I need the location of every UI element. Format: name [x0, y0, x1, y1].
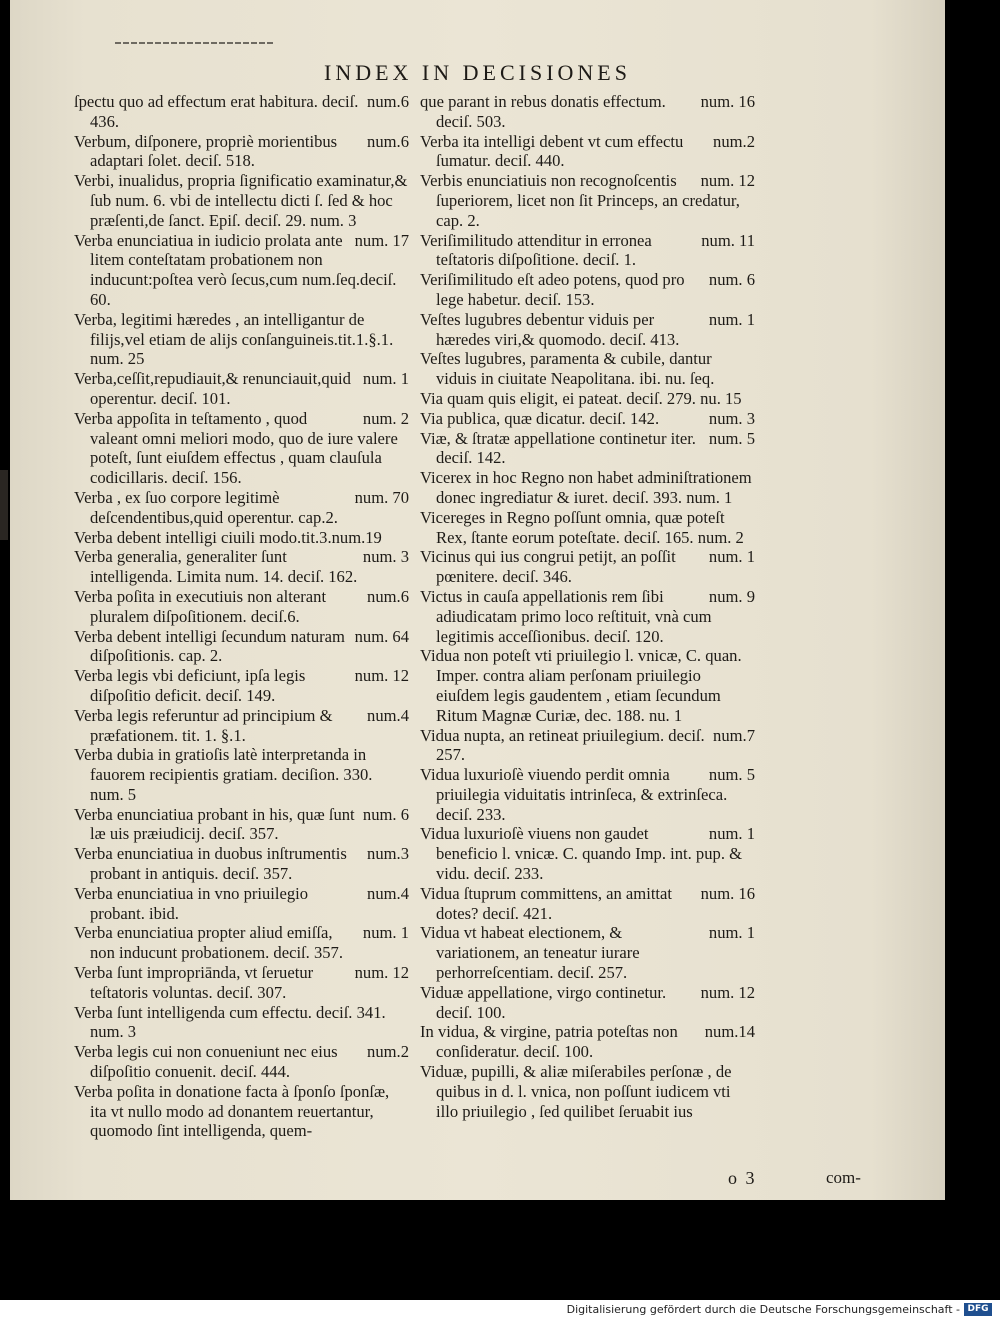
- entry-text: Verba enunciatiua propter aliud emiſſa, non inducunt probationem. deciſ. 357.: [74, 923, 344, 963]
- index-entry: [420, 468, 755, 508]
- entry-text: Via publica, quæ dicatur. deciſ. 142.: [420, 408, 660, 428]
- index-entry: [74, 706, 409, 746]
- entry-reference-number: num.4: [367, 705, 409, 725]
- index-entry: [420, 824, 755, 883]
- entry-text: Veriſimilitudo eſt adeo potens, quod pro lege habetur. deciſ. 153.: [420, 270, 685, 309]
- entry-text: Verba legis cui non conueniunt nec eius diſpoſitio conuenit. deciſ. 444.: [74, 1042, 338, 1082]
- entry-text: que parant in rebus donatis effectum. deciſ. 503.: [420, 92, 666, 131]
- index-entry: [420, 587, 755, 646]
- entry-text: Verba poſita in executiuis non alterant pluralem diſpoſitionem. deciſ.6.: [74, 586, 327, 626]
- index-entry: [74, 528, 409, 548]
- entry-reference-number: num.6: [367, 131, 409, 151]
- index-entry: [420, 310, 755, 350]
- index-entry: [74, 488, 409, 528]
- entry-reference-number: num. 5: [708, 428, 755, 448]
- index-entry: [74, 369, 409, 409]
- entry-reference-number: num. 12: [700, 171, 755, 191]
- entry-reference-number: num. 1: [362, 923, 409, 943]
- entry-text: Verba appoſita in teſtamento , quod valeant omni meliori modo, quo de iure valere poteſt, ſunt eiuſdem effectus , quam clauſula codicillaris. deciſ. 156.: [74, 408, 398, 488]
- entry-text: Verba ſunt intelligenda cum effectu. deciſ. 341. num. 3: [74, 1002, 386, 1042]
- signature-mark: o 3: [728, 1168, 757, 1188]
- index-entry: [74, 805, 409, 845]
- header-rule: [115, 42, 275, 44]
- dfg-logo-icon: DFG: [964, 1303, 992, 1316]
- entry-reference-number: num.4: [367, 883, 409, 903]
- entry-reference-number: num. 5: [708, 765, 755, 785]
- entry-text: Verba enunciatiua in vno priuilegio probant. ibid.: [74, 883, 309, 923]
- entry-text: Vidua vt habeat electionem, & variationem, an teneatur iurare perhorreſcentiam. deciſ. 257.: [420, 923, 640, 983]
- book-page: [10, 0, 945, 1200]
- index-entry: [74, 844, 409, 884]
- index-entry: [420, 547, 755, 587]
- entry-text: Verba debent intelligi ſecundum naturam diſpoſitionis. cap. 2.: [74, 626, 345, 666]
- entry-text: Verba enunciatiua in iudicio prolata ante litem conteſtatam probationem non inducunt:poſtea verò ſecus,cum num.ſeq.deciſ. 60.: [74, 230, 397, 309]
- index-entry: [420, 884, 755, 924]
- catchword: com-: [826, 1168, 861, 1187]
- entry-reference-number: num. 3: [708, 408, 755, 428]
- left-column: [74, 92, 409, 1141]
- entry-reference-number: num. 6: [708, 270, 755, 290]
- entry-text: Victus in cauſa appellationis rem ſibi adiudicatam primo loco reſtituit, vnà cum legitimis acceſſionibus. deciſ. 120.: [420, 586, 712, 646]
- entry-reference-number: num. 1: [708, 309, 755, 329]
- index-entry: [74, 1042, 409, 1082]
- entry-text: Veſtes lugubres debentur viduis per hæredes viri,& quomodo. deciſ. 413.: [420, 309, 680, 349]
- entry-reference-number: num. 3: [362, 547, 409, 567]
- footer-bar: [0, 1300, 1000, 1321]
- entry-reference-number: num. 1: [708, 547, 755, 567]
- entry-text: Vidua luxurioſè viuens non gaudet beneficio l. vnicæ. C. quando Imp. int. pup. & vidu. deciſ. 233.: [420, 824, 743, 884]
- entry-text: Veſtes lugubres, paramenta & cubile, dantur viduis in ciuitate Neapolitana. ibi. nu. ſeq.: [420, 349, 715, 389]
- entry-text: Via quam quis eligit, ei pateat. deciſ. 279. nu. 15: [420, 388, 742, 408]
- page-edge-shadow: [0, 470, 8, 540]
- entry-reference-number: num.14: [704, 1022, 755, 1042]
- index-entry: [420, 171, 755, 230]
- index-entry: [74, 171, 409, 230]
- entry-text: Verba, legitimi hæredes , an intelligantur de filijs,vel etiam de alijs conſanguineis.tit.1.§.1. num. 25: [74, 309, 394, 369]
- index-entry: [420, 646, 755, 725]
- entry-text: Vidua luxurioſè viuendo perdit omnia priuilegia viduitatis intrinſeca, & extrinſeca. deciſ. 233.: [420, 765, 728, 824]
- index-entry: [74, 1003, 409, 1043]
- index-entry: [420, 409, 755, 429]
- index-entry: [420, 1022, 755, 1062]
- entry-text: Vicereges in Regno poſſunt omnia, quæ poteſt Rex, ſtante eorum poteſtate. deciſ. 165. num. 2: [420, 507, 744, 547]
- entry-reference-number: num. 17: [354, 230, 409, 250]
- index-entry: [420, 270, 755, 310]
- index-entry: [420, 389, 755, 409]
- index-entry: [420, 508, 755, 548]
- entry-text: Verbis enunciatiuis non recognoſcentis ſuperiorem, licet non ſit Princeps, an credatur, cap. 2.: [420, 171, 740, 230]
- index-entry: [74, 547, 409, 587]
- index-entry: [420, 923, 755, 982]
- entry-reference-number: num.6: [367, 92, 409, 111]
- entry-text: Verba legis referuntur ad principium & præfationem. tit. 1. §.1.: [74, 705, 333, 745]
- index-entry: [74, 666, 409, 706]
- entry-reference-number: num.3: [367, 844, 409, 864]
- entry-reference-number: num. 12: [354, 666, 409, 686]
- entry-text: Verba,ceſſit,repudiauit,& renunciauit,quid operentur. deciſ. 101.: [74, 369, 351, 408]
- index-entry: [420, 983, 755, 1023]
- index-entry: [420, 349, 755, 389]
- index-entry: [420, 132, 755, 172]
- entry-reference-number: num. 12: [700, 982, 755, 1002]
- entry-text: Verba , ex ſuo corpore legitimè deſcendentibus,quid operentur. cap.2.: [74, 487, 338, 527]
- entry-reference-number: num. 16: [700, 92, 755, 111]
- entry-reference-number: num. 64: [354, 626, 409, 646]
- entry-text: Viduæ appellatione, virgo continetur. deciſ. 100.: [420, 982, 667, 1022]
- entry-text: Verba enunciatiua in duobus inſtrumentis probant in antiquis. deciſ. 357.: [74, 844, 347, 884]
- entry-reference-number: num.2: [367, 1042, 409, 1062]
- index-entry: [74, 231, 409, 310]
- entry-reference-number: num. 6: [362, 804, 409, 824]
- entry-text: Vidua ſtuprum committens, an amittat dotes? deciſ. 421.: [420, 883, 673, 923]
- footer-credit-text: Digitalisierung gefördert durch die Deutsche Forschungsgemeinschaft -: [566, 1303, 960, 1316]
- entry-reference-number: num. 9: [708, 586, 755, 606]
- index-entry: [420, 231, 755, 271]
- entry-reference-number: num. 16: [700, 883, 755, 903]
- index-entry: [74, 310, 409, 369]
- entry-text: Verba legis vbi deficiunt, ipſa legis diſpoſitio deficit. deciſ. 149.: [74, 666, 306, 705]
- entry-text: Verbum, diſponere, propriè morientibus adaptari ſolet. deciſ. 518.: [74, 131, 338, 171]
- index-entry: [74, 745, 409, 804]
- index-entry: [420, 92, 755, 132]
- index-entry: [74, 963, 409, 1003]
- entry-reference-number: num.6: [367, 586, 409, 606]
- index-entry: [74, 627, 409, 667]
- entry-text: In vidua, & virgine, patria poteſtas non conſideratur. deciſ. 100.: [420, 1022, 678, 1062]
- index-entry: [74, 132, 409, 172]
- page-header-title: INDEX IN DECISIONES: [324, 60, 631, 85]
- index-entry: [74, 1082, 409, 1141]
- index-entry: [74, 92, 409, 132]
- entry-text: Verba debent intelligi ciuili modo.tit.3.num.19: [74, 527, 382, 547]
- entry-text: Verba ita intelligi debent vt cum effectu ſumatur. deciſ. 440.: [420, 131, 684, 171]
- index-entry: [74, 884, 409, 924]
- entry-reference-number: num.2: [713, 131, 755, 151]
- entry-text: Vicinus qui ius congrui petijt, an poſſit pœnitere. deciſ. 346.: [420, 547, 676, 587]
- right-column: [420, 92, 755, 1121]
- index-entry: [74, 923, 409, 963]
- entry-text: Verba dubia in gratioſis latè interpretanda in fauorem recipientis gratiam. deciſion. 330. num. 5: [74, 745, 373, 804]
- index-entry: [420, 765, 755, 824]
- entry-reference-number: num. 70: [354, 487, 409, 507]
- entry-text: Verba generalia, generaliter ſunt intelligenda. Limita num. 14. deciſ. 162.: [74, 547, 358, 587]
- entry-reference-number: num. 2: [362, 408, 409, 428]
- entry-text: ſpectu quo ad effectum erat habitura. deciſ. 436.: [74, 92, 359, 131]
- entry-text: Viduæ, pupilli, & aliæ miſerabiles perſonæ , de quibus in d. l. vnica, non poſſunt iudicem vti illo priuilegio , ſed quilibet ſeruabit ius: [420, 1062, 732, 1121]
- entry-reference-number: num. 1: [708, 923, 755, 943]
- entry-text: Vidua non poteſt vti priuilegio l. vnicæ, C. quan. Imper. contra aliam perſonam priuilegio eiuſdem legis gaudentem , etiam ſecundum Ritum Magnæ Curiæ, dec. 188. nu. 1: [420, 646, 742, 725]
- entry-reference-number: num. 1: [362, 369, 409, 389]
- index-entry: [420, 429, 755, 469]
- entry-reference-number: num. 1: [708, 824, 755, 844]
- entry-text: Verba poſita in donatione facta à ſponſo ſponſæ, ita vt nullo modo ad donantem reuertantur, quomodo ſint intelligenda, quem-: [74, 1081, 390, 1141]
- entry-text: Vidua nupta, an retineat priuilegium. deciſ. 257.: [420, 725, 705, 765]
- entry-reference-number: num. 12: [354, 963, 409, 983]
- index-entry: [420, 1062, 755, 1121]
- entry-text: Viæ, & ſtratæ appellatione continetur iter. deciſ. 142.: [420, 428, 696, 468]
- entry-text: Verbi, inualidus, propria ſignificatio examinatur,& ſub num. 6. vbi de intellectu dicti ſ. ſed & hoc præſenti,de ſanct. Epiſ. deciſ. 29. num. 3: [74, 171, 408, 230]
- index-entry: [74, 409, 409, 488]
- index-entry: [74, 587, 409, 627]
- entry-text: Veriſimilitudo attenditur in erronea teſtatoris diſpoſitione. deciſ. 1.: [420, 230, 652, 270]
- entry-text: Vicerex in hoc Regno non habet adminiſtrationem donec ingrediatur & iuret. deciſ. 393. num. 1: [420, 468, 752, 507]
- entry-text: Verba enunciatiua probant in his, quæ ſunt læ uis præiudicij. deciſ. 357.: [74, 804, 355, 844]
- entry-reference-number: num.7: [713, 725, 755, 745]
- index-entry: [420, 726, 755, 766]
- entry-text: Verba ſunt impropriānda, vt ſeruetur teſtatoris voluntas. deciſ. 307.: [74, 963, 314, 1002]
- entry-reference-number: num. 11: [701, 230, 755, 250]
